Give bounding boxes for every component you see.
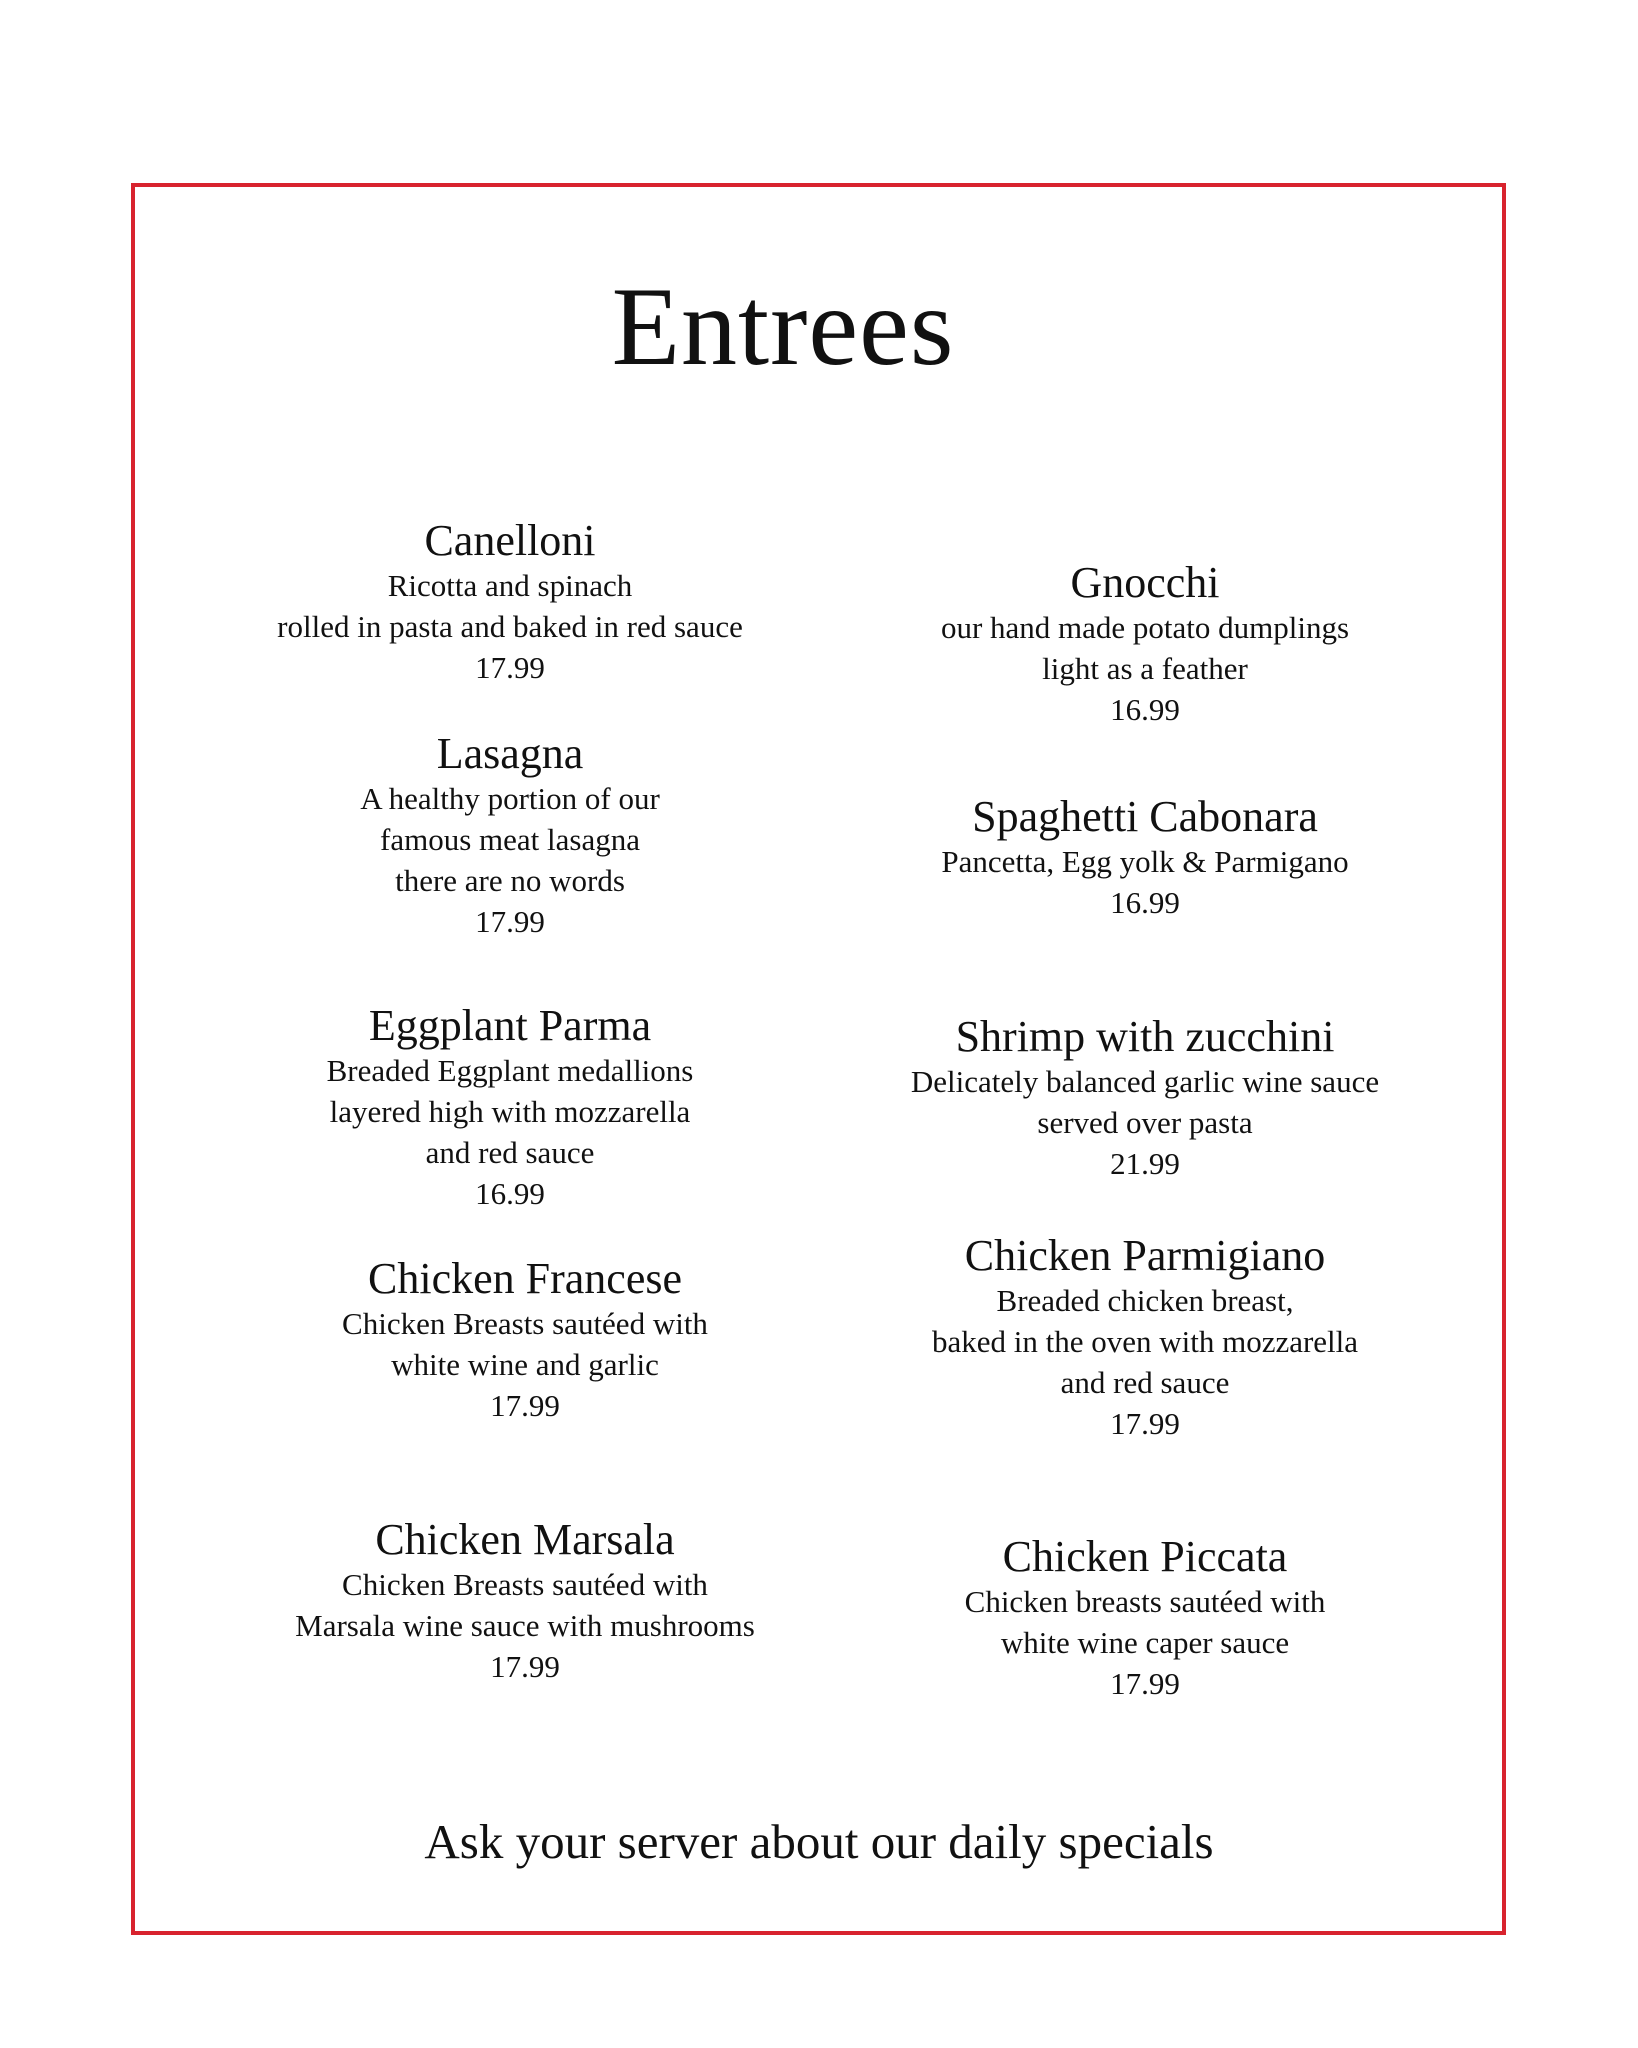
item-description: baked in the oven with mozzarella <box>931 1324 1359 1359</box>
item-description: Chicken Breasts sautéed with <box>342 1567 708 1602</box>
item-price: 16.99 <box>475 1176 545 1211</box>
menu-item-canelloni <box>210 517 810 688</box>
page-title: Entrees <box>611 265 955 389</box>
item-price: 17.99 <box>490 1649 560 1684</box>
menu-item-spaghetti-cabonara <box>845 793 1445 923</box>
item-price: 17.99 <box>475 904 545 939</box>
menu-item-eggplant-parma <box>210 1002 810 1214</box>
menu-item-chicken-marsala <box>225 1516 825 1687</box>
item-price: 16.99 <box>1110 885 1180 920</box>
item-name: Shrimp with zucchini <box>955 1012 1335 1061</box>
daily-specials-note: Ask your server about our daily specials <box>424 1814 1214 1869</box>
item-description: rolled in pasta and baked in red sauce <box>277 609 743 644</box>
item-description: our hand made potato dumplings <box>940 610 1350 645</box>
item-description: white wine and garlic <box>391 1347 659 1382</box>
item-description: Breaded Eggplant medallions <box>326 1053 694 1088</box>
item-description: and red sauce <box>1060 1365 1230 1400</box>
item-price: 17.99 <box>1110 1406 1180 1441</box>
item-name: Chicken Francese <box>368 1254 682 1303</box>
item-price: 17.99 <box>490 1388 560 1423</box>
item-name: Eggplant Parma <box>368 1001 652 1050</box>
menu-item-chicken-parmigiano <box>845 1232 1445 1444</box>
item-price: 16.99 <box>1110 692 1180 727</box>
item-description: light as a feather <box>1042 651 1248 686</box>
item-description: famous meat lasagna <box>380 822 640 857</box>
item-name: Gnocchi <box>1070 558 1220 607</box>
item-description: layered high with mozzarella <box>329 1094 691 1129</box>
item-name: Chicken Marsala <box>375 1515 675 1564</box>
menu-item-gnocchi <box>845 559 1445 730</box>
item-name: Lasagna <box>436 729 584 778</box>
item-description: Breaded chicken breast, <box>996 1283 1294 1318</box>
item-description: Chicken Breasts sautéed with <box>342 1306 708 1341</box>
menu-item-shrimp-zucchini <box>845 1013 1445 1184</box>
item-price: 21.99 <box>1110 1146 1180 1181</box>
item-name: Spaghetti Cabonara <box>972 792 1318 841</box>
item-description: there are no words <box>395 863 625 898</box>
menu-item-lasagna <box>210 730 810 942</box>
item-description: Delicately balanced garlic wine sauce <box>910 1064 1380 1099</box>
menu-item-chicken-francese <box>225 1255 825 1426</box>
item-description: Chicken breasts sautéed with <box>964 1584 1326 1619</box>
item-price: 17.99 <box>1110 1666 1180 1701</box>
item-name: Canelloni <box>424 516 596 565</box>
item-price: 17.99 <box>475 650 545 685</box>
item-description: Pancetta, Egg yolk & Parmigano <box>941 844 1349 879</box>
item-name: Chicken Piccata <box>1002 1532 1288 1581</box>
item-description: and red sauce <box>425 1135 595 1170</box>
item-description: served over pasta <box>1037 1105 1253 1140</box>
item-description: Ricotta and spinach <box>387 568 633 603</box>
item-description: Marsala wine sauce with mushrooms <box>295 1608 755 1643</box>
menu-item-chicken-piccata <box>845 1533 1445 1704</box>
item-name: Chicken Parmigiano <box>964 1231 1326 1280</box>
item-description: white wine caper sauce <box>1000 1625 1290 1660</box>
item-description: A healthy portion of our <box>360 781 660 816</box>
